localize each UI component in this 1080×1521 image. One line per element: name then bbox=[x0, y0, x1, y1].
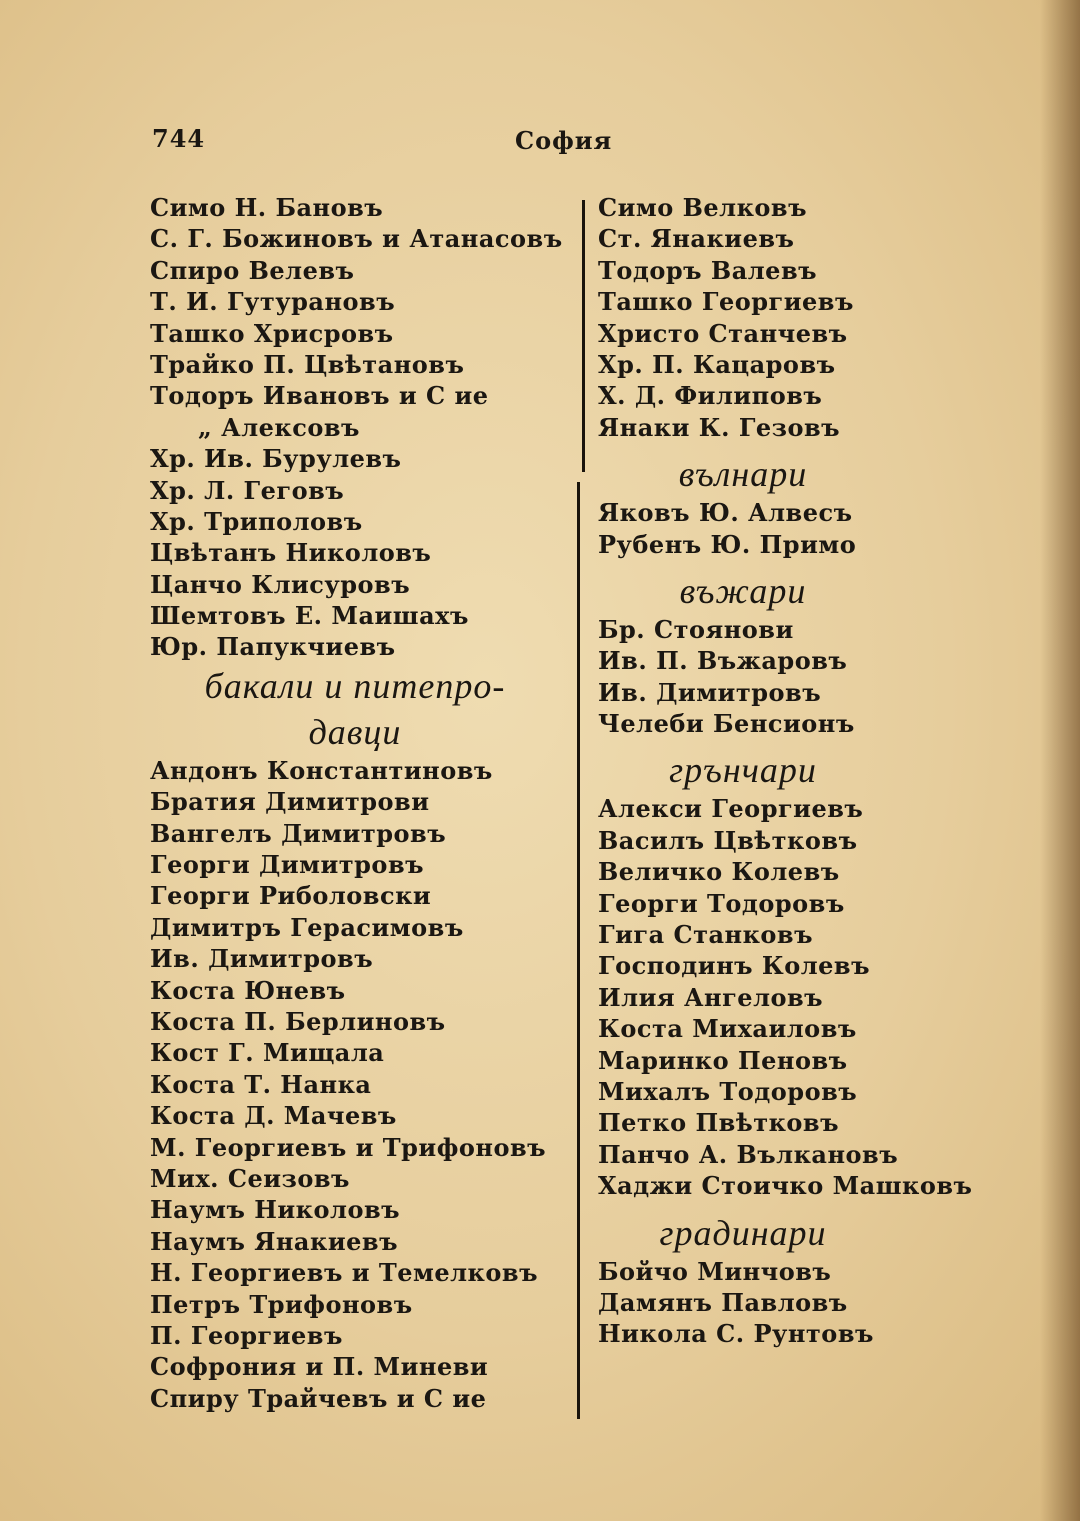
section-heading: вълнари bbox=[678, 454, 808, 495]
left-column bbox=[150, 192, 580, 1414]
page-edge-shadow bbox=[1040, 0, 1080, 1521]
list-item: Братия Димитрови bbox=[150, 787, 430, 817]
list-item: Ив. П. Въжаровъ bbox=[598, 646, 848, 676]
list-item: Цвѣтанъ Николовъ bbox=[150, 538, 432, 568]
list-item: Яковъ Ю. Алвесъ bbox=[598, 498, 853, 528]
list-item: Петко Пвѣтковъ bbox=[598, 1108, 840, 1138]
list-item: Господинъ Колевъ bbox=[598, 951, 871, 981]
list-item: Хр. П. Кацаровъ bbox=[598, 349, 836, 379]
list-item: Коста Д. Мачевъ bbox=[150, 1101, 397, 1131]
list-item: Коста Т. Нанка bbox=[150, 1069, 372, 1099]
section-heading: въжари bbox=[679, 570, 807, 611]
list-item: Георги Тодоровъ bbox=[598, 888, 845, 918]
list-item: Василъ Цвѣтковъ bbox=[598, 825, 858, 855]
list-item: Георги Димитровъ bbox=[150, 850, 425, 880]
section-heading: бакали и питепро- bbox=[204, 665, 506, 706]
list-item: Софрония и П. Миневи bbox=[150, 1352, 489, 1382]
list-item: Панчо А. Вълкановъ bbox=[598, 1139, 899, 1169]
list-item: Михалъ Тодоровъ bbox=[598, 1076, 858, 1106]
list-item: Маринко Пеновъ bbox=[598, 1045, 848, 1075]
list-item: Хр. Л. Геговъ bbox=[150, 475, 345, 505]
list-item: Хаджи Стоичко Машковъ bbox=[598, 1171, 973, 1201]
list-item: Коста Юневъ bbox=[150, 975, 346, 1005]
page-header bbox=[150, 124, 613, 164]
list-item: Наумъ Николовъ bbox=[150, 1195, 401, 1225]
list-item: Спиру Трайчевъ и С ие bbox=[150, 1383, 487, 1413]
list-item: Кост Г. Мищала bbox=[150, 1038, 385, 1068]
list-item: Шемтовъ Е. Маишахъ bbox=[150, 601, 469, 631]
list-item: Христо Станчевъ bbox=[598, 318, 848, 348]
list-item: Тодоръ Ивановъ и С ие bbox=[150, 381, 489, 411]
list-item: Ташко Хрисровъ bbox=[150, 318, 394, 348]
list-item: Бр. Стоянови bbox=[598, 614, 794, 644]
list-item: Величко Колевъ bbox=[598, 857, 840, 887]
list-item: Вангелъ Димитровъ bbox=[150, 818, 447, 848]
list-item: Мих. Сеизовъ bbox=[150, 1163, 350, 1193]
section-heading-continued: давци bbox=[308, 711, 402, 752]
list-item: Рубенъ Ю. Примо bbox=[598, 529, 857, 559]
list-item: Никола С. Рунтовъ bbox=[598, 1319, 874, 1349]
list-item: Илия Ангеловъ bbox=[598, 982, 824, 1012]
list-item: Андонъ Константиновъ bbox=[150, 755, 493, 785]
list-item: Димитръ Герасимовъ bbox=[150, 912, 464, 942]
list-item: Челеби Бенсионъ bbox=[598, 709, 855, 739]
running-title: София bbox=[515, 126, 613, 155]
list-item: Ташко Георгиевъ bbox=[598, 287, 854, 317]
list-item: Ив. Димитровъ bbox=[598, 677, 822, 707]
page-number: 744 bbox=[152, 124, 206, 153]
list-item: Тодоръ Валевъ bbox=[598, 255, 818, 285]
list-item: Гига Станковъ bbox=[598, 920, 813, 950]
column-divider-upper bbox=[582, 200, 585, 472]
list-item: Хр. Ив. Бурулевъ bbox=[150, 444, 402, 474]
list-item: Спиро Велевъ bbox=[150, 255, 355, 285]
list-item: Т. И. Гутурановъ bbox=[150, 287, 396, 317]
list-item: Бойчо Минчовъ bbox=[598, 1256, 832, 1286]
section-heading: градинари bbox=[659, 1212, 827, 1253]
list-item: П. Георгиевъ bbox=[150, 1320, 343, 1350]
list-item: Симо Велковъ bbox=[598, 193, 808, 222]
right-column bbox=[598, 192, 988, 1350]
list-item: Коста П. Берлиновъ bbox=[150, 1006, 446, 1036]
list-item: Ив. Димитровъ bbox=[150, 944, 374, 974]
list-item: Симо Н. Бановъ bbox=[150, 193, 384, 222]
list-item: Алекси Георгиевъ bbox=[598, 794, 864, 824]
list-item: „ Алексовъ bbox=[198, 412, 360, 442]
list-item: Ст. Янакиевъ bbox=[598, 224, 795, 254]
list-item: Петръ Трифоновъ bbox=[150, 1289, 413, 1319]
list-item: Трайко П. Цвѣтановъ bbox=[150, 349, 465, 379]
list-item: Юр. Папукчиевъ bbox=[150, 632, 396, 662]
list-item: Наумъ Янакиевъ bbox=[150, 1226, 398, 1256]
list-item: Цанчо Клисуровъ bbox=[150, 569, 411, 599]
list-item: С. Г. Божиновъ и Атанасовъ bbox=[150, 224, 563, 254]
list-item: Х. Д. Филиповъ bbox=[598, 381, 823, 411]
list-item: Дамянъ Павловъ bbox=[598, 1287, 848, 1317]
list-item: М. Георгиевъ и Трифоновъ bbox=[150, 1132, 547, 1162]
list-item: Янаки К. Гезовъ bbox=[598, 412, 841, 442]
list-item: Георги Риболовски bbox=[150, 881, 432, 911]
list-item: Хр. Триполовъ bbox=[150, 506, 363, 536]
section-heading: грънчари bbox=[669, 750, 817, 791]
list-item: Н. Георгиевъ и Темелковъ bbox=[150, 1258, 538, 1288]
list-item: Коста Михаиловъ bbox=[598, 1014, 857, 1044]
